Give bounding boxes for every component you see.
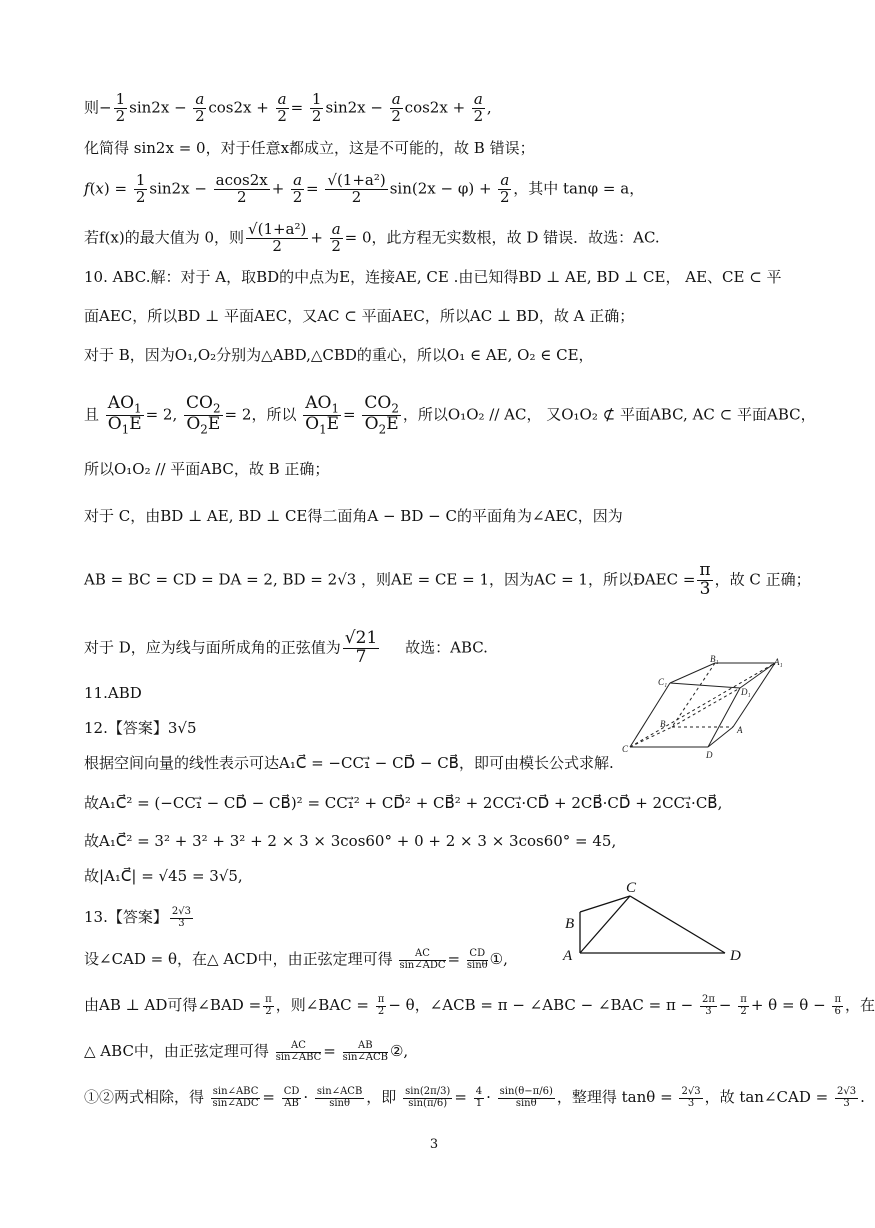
label-b: B	[660, 719, 666, 729]
q12-label: 12.【答案】3√5	[84, 719, 197, 737]
label-tri-a: A	[563, 948, 573, 964]
label-a: A	[737, 725, 743, 735]
label-tri-d: D	[730, 948, 741, 964]
label-c1: C₁	[658, 677, 668, 687]
page-number: 3	[429, 1137, 439, 1152]
q10-line3: 对于 B，因为O₁,O₂分别为△ABD,△CBD的重心，所以O₁ ∈ AE, O₂ ∈ CE，	[84, 346, 594, 364]
q12-line2: 故A₁C⃗² = (−CC₁⃗ − CD⃗ − CB⃗)² = CC₁⃗² + CD⃗² + CB⃗² + 2CC₁⃗·CD⃗ + 2CB⃗·CD⃗ + 2CC₁⃗·CB⃗,	[84, 794, 723, 812]
q12-line3: 故A₁C⃗² = 3² + 3² + 3² + 2 × 3 × 3cos60° + 0 + 2 × 3 × 3cos60° = 45,	[84, 832, 617, 850]
label-c: C	[622, 744, 629, 754]
label-tri-c: C	[626, 880, 637, 896]
label-d1: D₁	[741, 687, 751, 697]
q10-line8: 对于 D，应为线与面所成角的正弦值为 $\frac{√21}{7}$ 故选：ABC.	[84, 628, 488, 667]
q10-line6: 对于 C，由BD ⊥ AE, BD ⊥ CE得二面角A − BD − C的平面角为∠AEC，因为	[84, 507, 623, 525]
q9-line1: 则− $\frac{1}{2}$ sin2x − $\frac{a}{2}$ cos2x + $\frac{a}{2}$ = $\frac{1}{2}$ sin2x − $\frac{a}{2}$ cos2x + $\frac{a}{2}$ ,	[84, 90, 492, 125]
q9-line3: f(x) = $\frac{1}{2}$ sin2x − $\frac{acos2x}{2}$ + $\frac{a}{2}$ = $\frac{\text{√(1+a²)}}{2}$ sin(2x − φ) + $\frac{a}{2}$ ，其中 tanφ = a，	[84, 171, 645, 206]
q13-line1: 设∠CAD = θ，在△ ACD中，由正弦定理可得 $\frac{AC}{\text{sin∠ADC}}$ = $\frac{CD}{\sin\theta}$ ①,	[84, 948, 508, 971]
q10-line4: 且 $\frac{AO_1}{O_1E}$ = 2, $\frac{CO_2}{O_2E}$ = 2，所以 $\frac{AO_1}{O_1E}$ = $\frac{CO_2}{O_2E}$ ，所以O₁O₂ // AC， 又O₁O₂ ⊄ 平面ABC, AC ⊂ 平面ABC，	[84, 393, 816, 437]
label-b1: B₁	[710, 654, 719, 664]
q13-line4: ①②两式相除，得 $\frac{\text{sin∠ABC}}{\text{sin∠ADC}}$ = $\frac{CD}{AB}$ · $\frac{\text{sin∠ACB}}{\sin\theta}$ ，即 $\frac{\sin(2\pi/3)}{\sin(\pi/6)}$ = $\frac{4}{1}$ · $\frac{\sin(\theta-\pi/6)}{\sin\theta}$ ，整理得 tanθ = $\frac{2√3}{3}$ ，故 tan∠CAD = $\frac{2√3}{3}$ .	[84, 1086, 865, 1109]
q11-label: 11.ABD	[84, 684, 142, 702]
q9-line2: 化简得 sin2x = 0，对于任意x都成立，这是不可能的，故 B 错误；	[84, 139, 535, 157]
label-d: D	[706, 750, 713, 760]
q13-line2: 由AB ⊥ AD可得∠BAD = $\frac{\pi}{2}$ ，则∠BAC = $\frac{\pi}{2}$ − θ，∠ACB = π − ∠ABC − ∠BAC = π − $\frac{2\pi}{3}$ − $\frac{\pi}{2}$ + θ = θ − $\frac{\pi}{6}$ ，在	[84, 994, 875, 1017]
q13-label: 13.【答案】 $\frac{2√3}{3}$	[84, 906, 191, 929]
label-a1: A₁	[774, 657, 783, 667]
q12-line1: 根据空间向量的线性表示可达A₁C⃗ = −CC₁⃗ − CD⃗ − CB⃗，即可由模长公式求解.	[84, 754, 614, 772]
q10-line5: 所以O₁O₂ // 平面ABC，故 B 正确；	[84, 460, 330, 478]
q10-line7: AB = BC = CD = DA = 2, BD = 2√3 ，则AE = CE = 1，因为AC = 1，所以ÐAEC = $\frac{\pi}{3}$ ，故 C 正确；	[84, 560, 811, 599]
q10-line2: 面AEC，所以BD ⊥ 平面AEC，又AC ⊂ 平面AEC，所以AC ⊥ BD，故 A 正确；	[84, 307, 635, 325]
q10-line1: 10. ABC.解：对于 A，取BD的中点为E，连接AE, CE .由已知得BD ⊥ AE, BD ⊥ CE， AE、CE ⊂ 平	[84, 268, 782, 286]
q13-line3: △ ABC中，由正弦定理可得 $\frac{AC}{\text{sin∠ABC}}$ = $\frac{AB}{\text{sin∠ACB}}$ ②,	[84, 1040, 409, 1063]
parallelepiped-figure	[620, 655, 790, 760]
q12-line4: 故|A₁C⃗| = √45 = 3√5,	[84, 867, 243, 885]
q9-line4: 若f(x)的最大值为 0，则 $\frac{\text{√(1+a²)}}{2}$ + $\frac{a}{2}$ = 0，此方程无实数根，故 D 错误．故选：AC.	[84, 220, 660, 255]
label-tri-b: B	[565, 916, 575, 932]
